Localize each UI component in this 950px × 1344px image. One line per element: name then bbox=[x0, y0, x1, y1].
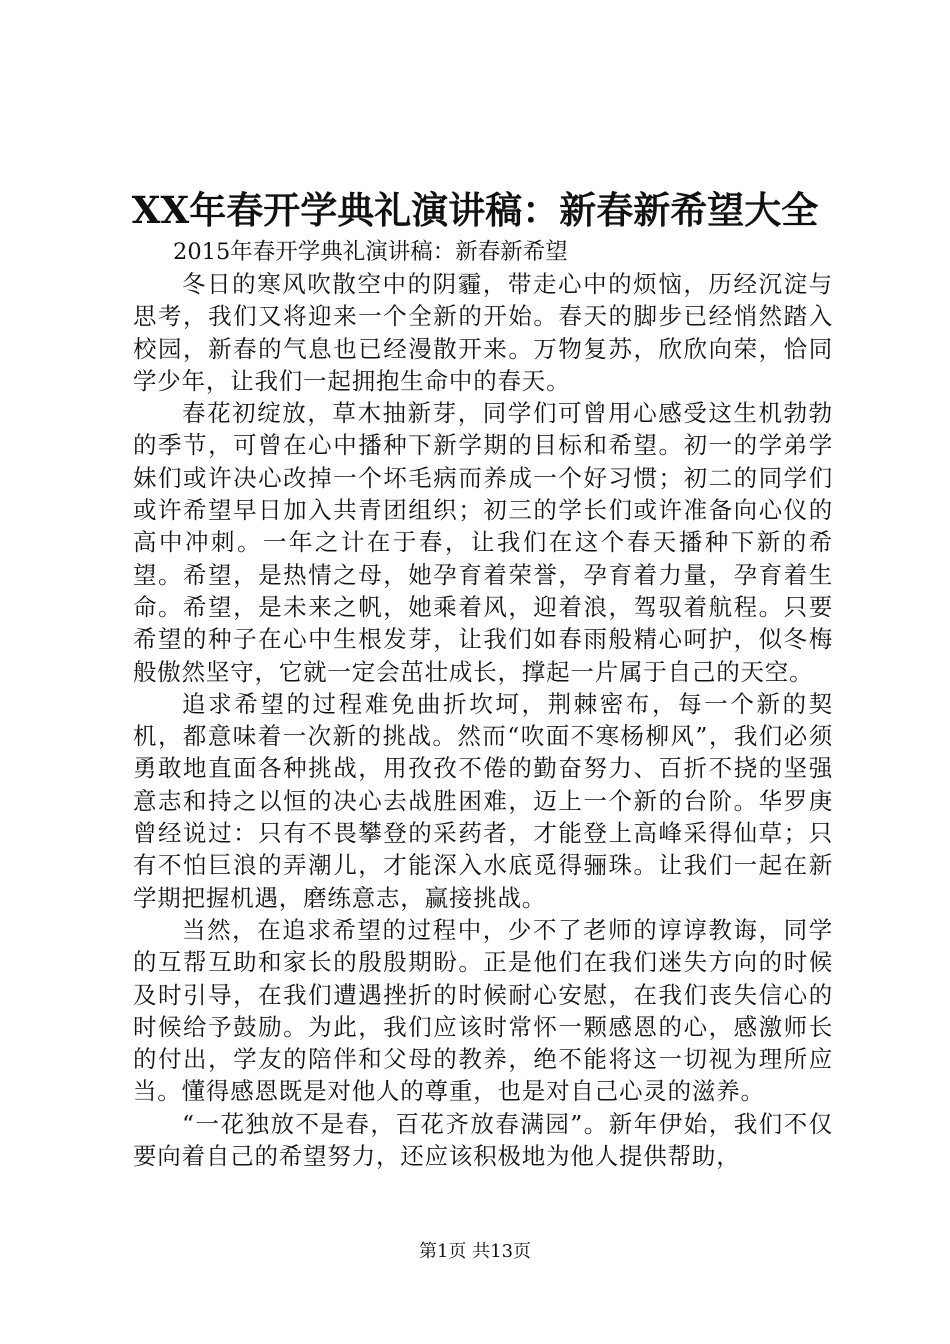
paragraph-5: “一花独放不是春，百花齐放春满园”。新年伊始，我们不仅要向着自己的希望努力，还应该积极地为他人提供帮助， bbox=[133, 1109, 833, 1171]
document-subtitle: 2015年春开学典礼演讲稿：新春新希望 bbox=[173, 239, 568, 265]
paragraph-1: 冬日的寒风吹散空中的阴霾，带走心中的烦恼，历经沉淀与思考，我们又将迎来一个全新的开始。春天的脚步已经悄然踏入校园，新春的气息也已经漫散开来。万物复苏，欣欣向荣，恰同学少年，让我们一起拥抱生命中的春天。 bbox=[133, 270, 833, 395]
paragraph-4: 当然，在追求希望的过程中，少不了老师的谆谆教诲，同学的互帮互助和家长的殷殷期盼。正是他们在我们迷失方向的时候及时引导，在我们遭遇挫折的时候耐心安慰，在我们丧失信心的时候给予鼓励。为此，我们应该时常怀一颗感恩的心，感激师长的付出，学友的陪伴和父母的教养，绝不能将这一切视为理所应当。懂得感恩既是对他人的尊重，也是对自己心灵的滋养。 bbox=[133, 915, 833, 1106]
document-title: XX年春开学典礼演讲稿：新春新希望大全 bbox=[131, 188, 819, 232]
document-body bbox=[133, 236, 833, 1172]
paragraph-3: 追求希望的过程难免曲折坎坷，荆棘密布，每一个新的契机，都意味着一次新的挑战。然而“吹面不寒杨柳风”，我们必须勇敢地直面各种挑战，用孜孜不倦的勤奋努力、百折不挠的坚强意志和持之以恒的决心去战胜困难，迈上一个新的台阶。华罗庚曾经说过：只有不畏攀登的采药者，才能登上高峰采得仙草；只有不怕巨浪的弄潮儿，才能深入水底觅得骊珠。让我们一起在新学期把握机遇，磨练意志，赢接挑战。 bbox=[133, 689, 833, 912]
page-footer: 第1页 共13页 bbox=[418, 1241, 532, 1262]
paragraph-2: 春花初绽放，草木抽新芽，同学们可曾用心感受这生机勃勃的季节，可曾在心中播种下新学期的目标和希望。初一的学弟学妹们或许决心改掉一个坏毛病而养成一个好习惯；初二的同学们或许希望早日加入共青团组织；初三的学长们或许准备向心仪的高中冲刺。一年之计在于春，让我们在这个春天播种下新的希望。希望，是热情之母，她孕育着荣誉，孕育着力量，孕育着生命。希望，是未来之帆，她乘着风，迎着浪，驾驭着航程。只要希望的种子在心中生根发芽，让我们如春雨般精心呵护，似冬梅般傲然坚守，它就一定会茁壮成长，撑起一片属于自己的天空。 bbox=[133, 399, 833, 686]
